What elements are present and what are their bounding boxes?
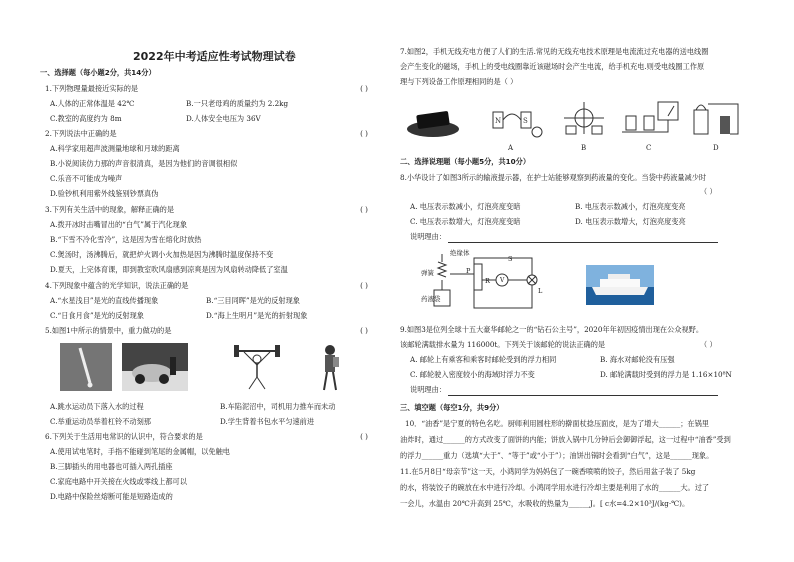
option: A.“水星浅目”是光的直线传播现象	[50, 296, 159, 305]
option: D.学生背着书包水平匀速前进	[220, 417, 315, 426]
page-title: 2022年中考适应性考试物理试卷	[133, 50, 296, 63]
answer-paren: ( )	[360, 326, 368, 335]
device-c-diagram	[618, 98, 682, 140]
question-line: 油炸时，通过______的方式改变了面饼的内能；饼放入锅中几分钟后会御御浮起，这一过程中“油香”受到	[400, 435, 731, 444]
answer-paren: ( )	[360, 205, 368, 214]
option: C.乐音不可能成为噪声	[50, 174, 123, 183]
option: D. 电压表示数增大，灯泡亮度变亮	[575, 217, 686, 226]
option: D. 邮轮满载时受到的浮力是 1.16×10⁸N	[600, 370, 732, 379]
option: B.“下雪不冷化雪冷”，这是因为雪在熔化时放热	[50, 235, 202, 244]
option: A.跳水运动员下落入水的过程	[50, 402, 144, 411]
option: C. 邮轮驶入密度较小的海域时浮力不变	[410, 370, 535, 379]
question-stem: 6.下列关于生活用电常识的认识中，符合要求的是	[45, 432, 203, 441]
label-insulator: 绝缘体	[450, 249, 470, 257]
question-stem: 2.下列说法中正确的是	[45, 129, 117, 138]
option: C. 电压表示数增大，灯泡亮度变暗	[410, 217, 521, 226]
label-p: P	[466, 267, 471, 275]
option: B.一只老母鸡的质量约为 2.2kg	[186, 99, 289, 108]
option: A.拨开冰时击嘴冒出的“白气”属于汽化现象	[50, 220, 188, 229]
question-stem: 5.如图1中所示的情景中，重力做功的是	[45, 326, 172, 335]
label-s: S	[508, 255, 513, 263]
answer-paren: ( )	[360, 84, 368, 93]
infusion-circuit-diagram	[422, 249, 542, 316]
question-line: 10．“油香”是宁夏的特色名吃。厨师利用圆柱形的擀面杖捻压面皮，是为了增大______；在锅里	[405, 419, 709, 428]
svg-text:S: S	[523, 117, 528, 125]
cruise-ship-image	[586, 265, 654, 305]
answer-paren: （ ）	[700, 340, 717, 349]
reason-label: 说明理由：	[410, 385, 446, 394]
option: D.人体安全电压为 36V	[186, 114, 261, 123]
option: B. 海水对邮轮没有压强	[600, 355, 675, 364]
option: D.夏天，上完体育课，即到教室吹风扇感到凉爽是因为风扇转动降低了室温	[50, 265, 288, 274]
weightlifter-image	[232, 343, 282, 391]
option: C.家庭电路中开关接在火线或零线上都可以	[50, 477, 187, 486]
answer-paren: ( )	[360, 281, 368, 290]
option: B. 电压表示数减小，灯泡亮度变亮	[575, 202, 686, 211]
label-v: V	[500, 277, 505, 284]
svg-text:N: N	[495, 117, 502, 125]
section-heading: 三、填空题（每空1分，共9分）	[400, 403, 504, 412]
answer-paren: ( )	[360, 432, 368, 441]
section-heading: 一、选择题（每小题2分，共14分）	[40, 68, 156, 77]
option: B.“三目同晖”是光的反射现象	[206, 296, 300, 305]
question-stem: 3.下列有关生活中的现象，解释正确的是	[45, 205, 175, 214]
figure-label: B	[581, 144, 587, 152]
option: A. 邮轮上有乘客和乘客时邮轮受到的浮力相同	[410, 355, 557, 364]
student-image	[315, 343, 345, 393]
option: C.“日食月食”是光的反射现象	[50, 311, 144, 320]
option: A.科学家用超声波测量地球和月球的距离	[50, 144, 180, 153]
device-a-diagram	[485, 100, 545, 140]
question-line: 该邮轮满载排水量为 116000t。下列关于该邮轮的说法正确的是	[400, 340, 606, 349]
reason-label: 说明理由：	[410, 232, 446, 241]
device-b-diagram	[560, 98, 608, 140]
diver-image	[60, 343, 112, 391]
figure-label: A	[508, 144, 514, 152]
option: C.煲汤时，汤沸腾后，就把炉火调小火加热是因为沸腾时温度保持不变	[50, 250, 274, 259]
wireless-charger-image	[403, 103, 467, 141]
answer-line	[448, 395, 718, 396]
option: B.三脚插头的用电器也可插入两孔插座	[50, 462, 173, 471]
car-in-snow-image	[122, 343, 188, 391]
option: A.使用试电笔时，手指不能碰到笔尾的金属帽，以免触电	[50, 447, 230, 456]
option: C.举重运动员举着杠铃不动刻那	[50, 417, 151, 426]
question-line: 9.如图3是位列全球十五大豪华邮轮之一的“钻石公主号”，2020年年初因疫情出现在公众视野。	[400, 325, 704, 334]
question-line: 的浮力______重力（选填“大于”、“等于”或“小于”）；油饼出锅时会看到“白气”，这是______现象。	[400, 451, 714, 460]
answer-paren: ( )	[360, 129, 368, 138]
question-line: 会产生变化的磁场，手机上的受电线圈靠近该磁场时会产生电流，给手机充电.则受电线圈工作原	[400, 62, 705, 71]
option: B.车陷泥沼中，司机用力推车而未动	[220, 402, 336, 411]
answer-paren: （ ）	[700, 187, 717, 196]
question-stem: 4.下列现象中蕴含的光学知识，说法正确的是	[45, 281, 189, 290]
label-spring: 弹簧	[421, 269, 434, 277]
figure-label: D	[713, 144, 719, 152]
question-stem: 1.下列物理量最接近实际的是	[45, 84, 139, 93]
question-line: 一会儿，水温由 20℃升高到 25℃，水吸收的热量为______J。[ c水=4.2×10³J/(kg·℃)。	[400, 499, 690, 508]
question-line: 理与下列设备工作原理相同的是（ ）	[400, 77, 518, 86]
option: B.小说阅读仿力那的声音很清真，是因为他们的音调很相似	[50, 159, 238, 168]
question-line: 的水，将装饺子的碗放在水中进行冷却。小鸿同学用水进行冷却主要是利用了水的______大。过了	[400, 483, 710, 492]
option: D.验钞机利用紫外线鉴别钞票真伪	[50, 189, 159, 198]
question-line: 8.小华设计了如图3所示的输液提示器，在护士站能够观察到药液量的变化。当袋中药液量减少时	[400, 173, 707, 182]
option: A. 电压表示数减小，灯泡亮度变暗	[410, 202, 521, 211]
option: C.教室的高度约为 8m	[50, 114, 122, 123]
figure-label: C	[646, 144, 652, 152]
device-d-diagram	[690, 96, 746, 142]
question-line: 7.如图2，手机无线充电方便了人们的生活.常见的无线充电技术原理是电流流过充电器的送电线圈	[400, 47, 709, 56]
label-r: R	[485, 277, 490, 285]
option: A.人体的正常体温是 42℃	[50, 99, 135, 108]
label-infusion-bag: 药液袋	[421, 295, 441, 303]
option: D.电路中保险丝熔断可能是短路造成的	[50, 492, 173, 501]
answer-line	[448, 242, 718, 243]
option: D.“海上生明月”是光的折射现象	[206, 311, 308, 320]
label-l: L	[538, 287, 543, 295]
section-heading: 二、选择说理题（每小题5分，共10分）	[400, 157, 531, 166]
question-line: 11.在5月8日“母亲节”这一天，小鸿同学为妈妈包了一碗香喷喷的饺子，然后用盆子装了 5kg	[400, 467, 696, 476]
